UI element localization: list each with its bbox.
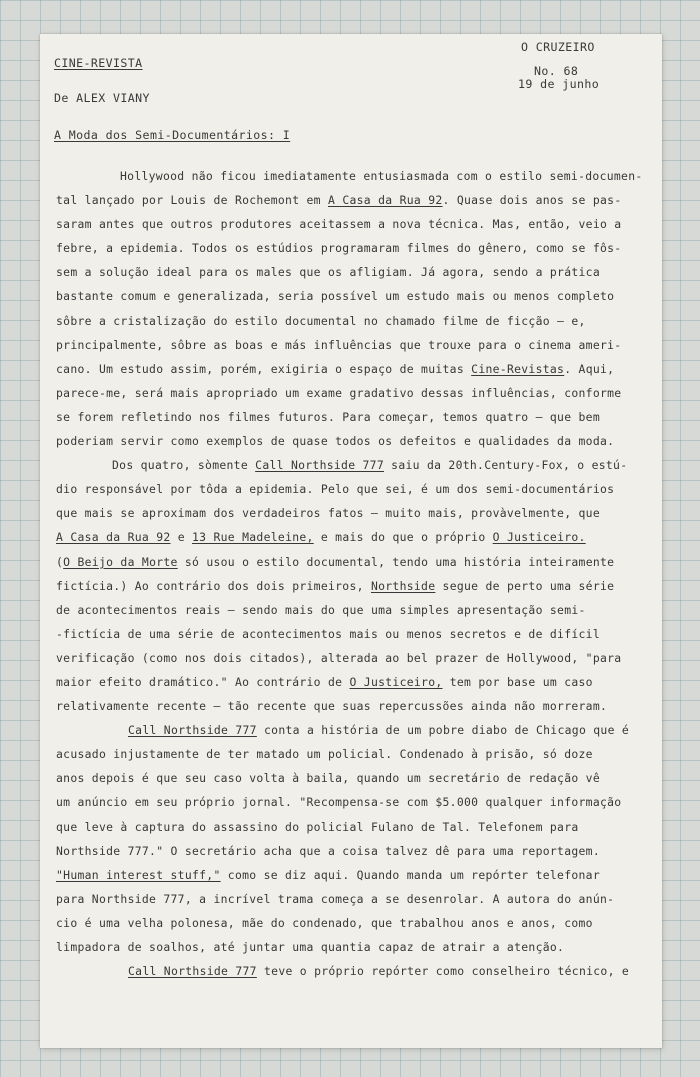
line-text: se forem refletindo nos filmes futuros. Para começar, temos quatro — que bem xyxy=(56,409,600,424)
underlined-title: "Human interest stuff," xyxy=(56,867,221,882)
line-text: cio é uma velha polonesa, mãe do condenado, que trabalhou anos e anos, como xyxy=(56,915,593,930)
underlined-title: 13 Rue Madeleine, xyxy=(192,530,314,545)
text-line xyxy=(56,959,656,983)
article-body xyxy=(56,164,656,983)
text-line xyxy=(56,887,656,911)
publication-name: O CRUZEIRO xyxy=(521,40,595,54)
section-heading: CINE-REVISTA xyxy=(54,56,143,70)
underlined-title: A Casa da Rua 92 xyxy=(328,193,443,208)
underlined-title: Call Northside 777 xyxy=(255,458,384,473)
line-text: verificação (como nos dois citados), alterada ao bel prazer de Hollywood, "para xyxy=(56,650,622,665)
line-text: sem a solução ideal para os males que os afligiam. Já agora, sendo a prática xyxy=(56,265,600,280)
line-text: tem por base um caso xyxy=(442,674,593,689)
text-line xyxy=(56,718,656,742)
line-text: para Northside 777, a incrível trama começa a se desenrolar. A autora do anún- xyxy=(56,891,615,906)
line-text: Hollywood não ficou imediatamente entusiasmada com o estilo semi-documen- xyxy=(120,169,643,183)
text-line xyxy=(56,550,656,574)
line-text: tal lançado por Louis de Rochemont em xyxy=(56,193,328,208)
byline: De ALEX VIANY xyxy=(54,91,150,105)
text-line xyxy=(56,525,656,549)
line-text: e xyxy=(170,530,193,545)
underlined-title: O Justiceiro. xyxy=(492,530,586,545)
text-line xyxy=(56,839,656,863)
line-text: que leve à captura do assassino do policial Fulano de Tal. Telefonem para xyxy=(56,819,579,834)
line-text: Northside 777." O secretário acha que a coisa talvez dê para uma reportagem. xyxy=(56,843,600,858)
line-text: como se diz aqui. Quando manda um repórter telefonar xyxy=(220,867,601,882)
line-text: cano. Um estudo assim, porém, exigiria o espaço de muitas xyxy=(56,361,472,376)
line-text: acusado injustamente de ter matado um policial. Condenado à prisão, só doze xyxy=(56,747,593,762)
line-text: anos depois é que seu caso volta à baila, quando um secretário de redação vê xyxy=(56,771,600,786)
text-line xyxy=(56,405,656,429)
line-text: só usou o estilo documental, tendo uma história inteiramente xyxy=(177,554,615,569)
line-text: poderiam servir como exemplos de quase todos os defeitos e qualidades da moda. xyxy=(56,434,615,449)
line-text: relativamente recente — tão recente que suas repercussões ainda não morreram. xyxy=(56,699,608,714)
underlined-title: Call Northside 777 xyxy=(128,723,257,738)
line-text: teve o próprio repórter como conselheiro técnico, e xyxy=(256,964,630,979)
text-line xyxy=(56,309,656,333)
underlined-title: Northside xyxy=(370,578,436,593)
line-text: . Quase dois anos se pas- xyxy=(442,193,622,208)
text-line xyxy=(56,453,656,477)
line-text: de acontecimentos reais — sendo mais do que uma simples apresentação semi- xyxy=(56,602,586,617)
line-text: limpadora de soalhos, até juntar uma quantia capaz de atrair a atenção. xyxy=(56,940,565,954)
line-text: -fictícia de uma série de acontecimentos mais ou menos secretos e de difícil xyxy=(56,626,600,641)
text-line xyxy=(56,429,656,453)
issue-number: No. 68 xyxy=(534,64,579,78)
text-line xyxy=(56,598,656,622)
line-text: maior efeito dramático." Ao contrário de xyxy=(56,674,350,689)
line-text: ( xyxy=(56,554,64,569)
line-text: fictícia.) Ao contrário dos dois primeiros, xyxy=(56,578,371,593)
article-title: A Moda dos Semi-Documentários: I xyxy=(54,128,291,142)
line-text: sôbre a cristalização do estilo documental no chamado filme de ficção — e, xyxy=(56,313,586,328)
text-line xyxy=(56,333,656,357)
text-line xyxy=(56,284,656,308)
text-line xyxy=(56,742,656,766)
line-text: febre, a epidemia. Todos os estúdios programaram filmes do gênero, como se fôs- xyxy=(56,241,622,256)
text-line xyxy=(56,694,656,718)
text-line xyxy=(56,357,656,381)
line-text: que mais se aproximam dos verdadeiros fatos — muito mais, provàvelmente, que xyxy=(56,506,600,521)
line-text: e mais do que o próprio xyxy=(313,530,493,545)
underlined-title: Call Northside 777 xyxy=(128,964,257,979)
underlined-title: A Casa da Rua 92 xyxy=(56,530,171,545)
text-line xyxy=(56,911,656,935)
text-line xyxy=(56,164,656,188)
underlined-title: Cine-Revistas xyxy=(471,361,565,376)
text-line xyxy=(56,863,656,887)
text-line xyxy=(56,212,656,236)
text-line xyxy=(56,622,656,646)
text-line xyxy=(56,935,656,959)
line-text: parece-me, será mais apropriado um exame gradativo dessas influências, conforme xyxy=(56,385,622,400)
line-text: principalmente, sôbre as boas e más influências que trouxe para o cinema ameri- xyxy=(56,337,622,352)
line-text: segue de perto uma série xyxy=(435,578,615,593)
text-line xyxy=(56,188,656,212)
text-line xyxy=(56,815,656,839)
text-line xyxy=(56,766,656,790)
line-text: Dos quatro, sòmente xyxy=(112,458,256,473)
line-text: . Aqui, xyxy=(564,361,615,376)
line-text: dio responsável por tôda a epidemia. Pelo que sei, é um dos semi-documentários xyxy=(56,482,615,497)
line-text: um anúncio em seu próprio jornal. "Recompensa-se com $5.000 qualquer informação xyxy=(56,795,622,810)
text-line xyxy=(56,574,656,598)
text-line xyxy=(56,260,656,284)
line-text: saiu da 20th.Century-Fox, o estú- xyxy=(384,458,628,473)
line-text: bastante comum e generalizada, seria possível um estudo mais ou menos completo xyxy=(56,289,615,304)
text-line xyxy=(56,790,656,814)
text-line xyxy=(56,477,656,501)
text-line xyxy=(56,236,656,260)
text-line xyxy=(56,501,656,525)
line-text: saram antes que outros produtores aceitassem a nova técnica. Mas, então, veio a xyxy=(56,217,622,232)
underlined-title: O Justiceiro, xyxy=(349,674,443,689)
issue-date: 19 de junho xyxy=(518,77,600,91)
underlined-title: O Beijo da Morte xyxy=(63,554,178,569)
text-line xyxy=(56,646,656,670)
line-text: conta a história de um pobre diabo de Chicago que é xyxy=(256,723,630,738)
text-line xyxy=(56,381,656,405)
text-line xyxy=(56,670,656,694)
